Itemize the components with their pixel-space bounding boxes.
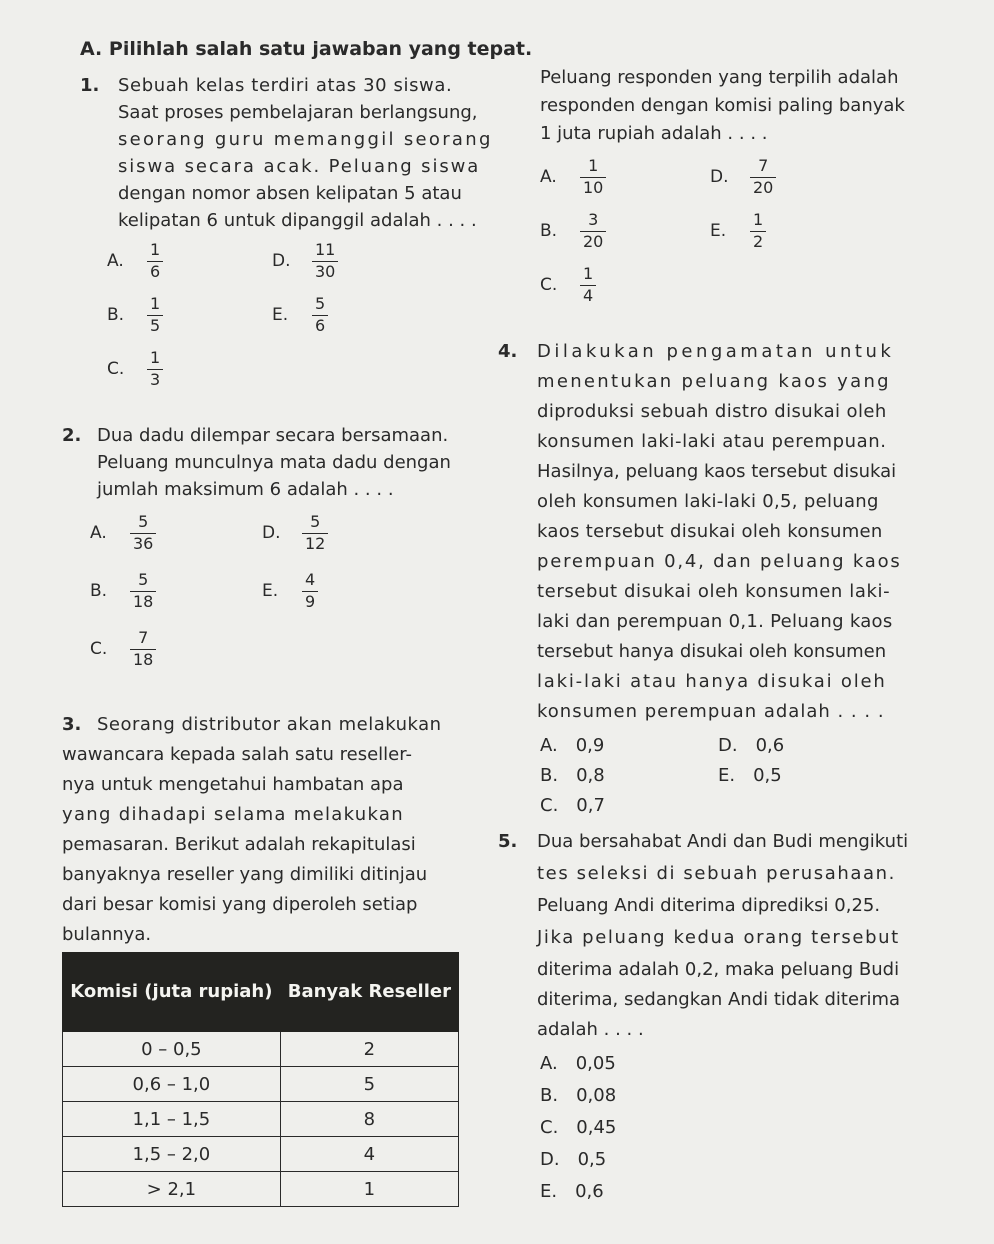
option-fraction: $\frac{1}{4}$ [580,266,596,305]
q3-option-d[interactable] [710,158,776,197]
q5-number: 5. [498,831,518,852]
q4-line: oleh konsumen laki-laki 0,5, peluang [537,491,879,512]
q4-option-e[interactable] [718,765,782,786]
q2-option-e[interactable] [262,572,318,611]
q3-option-c[interactable] [540,266,596,305]
option-value: 0,7 [576,795,605,816]
q3-continuation-line: 1 juta rupiah adalah . . . . [540,123,768,144]
q1-option-c[interactable] [107,350,163,389]
q2-option-a[interactable] [90,514,156,553]
q4-option-b[interactable] [540,765,605,786]
q3-continuation-line: Peluang responden yang terpilih adalah [540,67,899,88]
q3-line: dari besar komisi yang diperoleh setiap [62,894,418,915]
q5-option-b[interactable] [540,1085,616,1106]
q1-line: siswa secara acak. Peluang siswa [118,156,481,177]
option-label: B. [107,305,125,326]
option-label: E. [540,1181,558,1202]
option-value: 0,8 [576,765,605,786]
q4-line: konsumen perempuan adalah . . . . [537,701,885,722]
table-cell: 1 [280,1172,458,1207]
q1-line: Sebuah kelas terdiri atas 30 siswa. [118,75,453,96]
q5-option-e[interactable] [540,1181,604,1202]
q5-line: diterima adalah 0,2, maka peluang Budi [537,959,900,980]
option-label: C. [90,639,108,660]
option-label: D. [710,167,729,188]
q2-line: Peluang munculnya mata dadu dengan [97,452,451,473]
option-label: C. [540,275,558,296]
option-label: D. [272,251,291,272]
option-fraction: $\frac{5}{12}$ [302,514,328,553]
q4-line: menentukan peluang kaos yang [537,371,891,392]
option-fraction: $\frac{3}{20}$ [580,212,606,251]
option-value: 0,9 [575,735,605,756]
option-label: D. [262,523,281,544]
option-value: 0,6 [575,1181,604,1202]
q4-option-a[interactable] [540,735,604,756]
q4-line: tersebut disukai oleh konsumen laki- [537,581,891,602]
q2-number: 2. [62,425,82,446]
option-label: E. [262,581,279,602]
option-label: B. [540,765,559,786]
q2-option-b[interactable] [90,572,156,611]
q5-line: diterima, sedangkan Andi tidak diterima [537,989,901,1010]
option-fraction: $\frac{1}{3}$ [147,350,163,389]
q2-option-c[interactable] [90,630,156,669]
option-label: A. [540,167,557,188]
q1-line: seorang guru memanggil seorang [118,129,493,150]
q2-line: Dua dadu dilempar secara bersamaan. [97,425,449,446]
q4-number: 4. [498,341,518,362]
q3-number: 3. [62,714,82,735]
table-cell: > 2,1 [63,1172,281,1207]
q3-line: banyaknya reseller yang dimiliki ditinjau [62,864,428,885]
q3-line: wawancara kepada salah satu reseller- [62,744,412,765]
option-label: B. [540,1085,559,1106]
q3-line: Seorang distributor akan melakukan [97,714,442,735]
table-cell: 2 [280,1032,458,1067]
q3-line: pemasaran. Berikut adalah rekapitulasi [62,834,416,855]
option-fraction: $\frac{7}{18}$ [130,630,156,669]
q1-option-e[interactable] [272,296,328,335]
option-fraction: $\frac{7}{20}$ [750,158,776,197]
q5-line: Dua bersahabat Andi dan Budi mengikuti [537,831,909,852]
table-row [63,1067,459,1102]
q4-line: perempuan 0,4, dan peluang kaos [537,551,902,572]
table-cell: 1,1 – 1,5 [63,1102,281,1137]
q3-option-b[interactable] [540,212,606,251]
option-label: A. [90,523,107,544]
table-cell: 1,5 – 2,0 [63,1137,281,1172]
table-row [63,1102,459,1137]
q5-option-d[interactable] [540,1149,606,1170]
q3-option-e[interactable] [710,212,766,251]
option-label: A. [540,735,558,756]
table-row [63,1137,459,1172]
q4-line: diproduksi sebuah distro disukai oleh [537,401,887,422]
table-row [63,1032,459,1067]
table-cell: 8 [280,1102,458,1137]
option-fraction: $\frac{1}{2}$ [750,212,766,251]
option-label: C. [540,795,559,816]
table-cell: 0,6 – 1,0 [63,1067,281,1102]
table-header: Komisi (juta rupiah) [63,953,281,1032]
q1-number: 1. [80,75,100,96]
q5-option-a[interactable] [540,1053,616,1074]
q5-line: adalah . . . . [537,1019,644,1040]
option-value: 0,45 [576,1117,617,1138]
option-label: E. [272,305,289,326]
q5-line: tes seleksi di sebuah perusahaan. [537,863,896,884]
q1-option-a[interactable] [107,242,163,281]
q3-line: nya untuk mengetahui hambatan apa [62,774,404,795]
table-cell: 4 [280,1137,458,1172]
q3-line: bulannya. [62,924,152,945]
table-cell: 0 – 0,5 [63,1032,281,1067]
q5-line: Peluang Andi diterima diprediksi 0,25. [537,895,881,916]
table-row [63,1172,459,1207]
q3-continuation-line: responden dengan komisi paling banyak [540,95,905,116]
q1-option-b[interactable] [107,296,163,335]
option-value: 0,5 [753,765,782,786]
option-value: 0,05 [575,1053,616,1074]
option-fraction: $\frac{1}{5}$ [147,296,163,335]
section-heading: A. Pilihlah salah satu jawaban yang tepat. [80,38,533,60]
commission-table [62,952,459,1207]
option-fraction: $\frac{1}{10}$ [580,158,606,197]
option-fraction: $\frac{5}{18}$ [130,572,156,611]
q4-line: konsumen laki-laki atau perempuan. [537,431,887,452]
option-fraction: $\frac{5}{36}$ [130,514,156,553]
q4-option-d[interactable] [718,735,784,756]
option-label: D. [540,1149,560,1170]
option-label: B. [540,221,558,242]
option-label: D. [718,735,738,756]
q4-line: Hasilnya, peluang kaos tersebut disukai [537,461,897,482]
option-label: C. [540,1117,559,1138]
option-fraction: $\frac{1}{6}$ [147,242,163,281]
option-value: 0,08 [576,1085,617,1106]
q5-line: Jika peluang kedua orang tersebut [537,927,900,948]
q3-option-a[interactable] [540,158,606,197]
q4-line: tersebut hanya disukai oleh konsumen [537,641,887,662]
option-label: E. [718,765,736,786]
option-fraction: $\frac{5}{6}$ [312,296,328,335]
q2-option-d[interactable] [262,514,328,553]
option-label: E. [710,221,727,242]
option-fraction: $\frac{11}{30}$ [312,242,338,281]
q2-line: jumlah maksimum 6 adalah . . . . [97,479,394,500]
option-label: B. [90,581,108,602]
q1-line: dengan nomor absen kelipatan 5 atau [118,183,462,204]
option-label: A. [540,1053,558,1074]
option-label: C. [107,359,125,380]
q4-line: laki dan perempuan 0,1. Peluang kaos [537,611,893,632]
q1-line: Saat proses pembelajaran berlangsung, [118,102,478,123]
q1-option-d[interactable] [272,242,338,281]
q4-line: Dilakukan pengamatan untuk [537,341,895,362]
option-value: 0,6 [755,735,785,756]
q1-line: kelipatan 6 untuk dipanggil adalah . . . . [118,210,477,231]
option-fraction: $\frac{4}{9}$ [302,572,318,611]
table-header: Banyak Reseller [280,953,458,1032]
table-cell: 5 [280,1067,458,1102]
q4-option-c[interactable] [540,795,605,816]
q5-option-c[interactable] [540,1117,616,1138]
q4-line: laki-laki atau hanya disukai oleh [537,671,887,692]
q4-line: kaos tersebut disukai oleh konsumen [537,521,883,542]
option-value: 0,5 [577,1149,607,1170]
q3-line: yang dihadapi selama melakukan [62,804,404,825]
option-label: A. [107,251,124,272]
